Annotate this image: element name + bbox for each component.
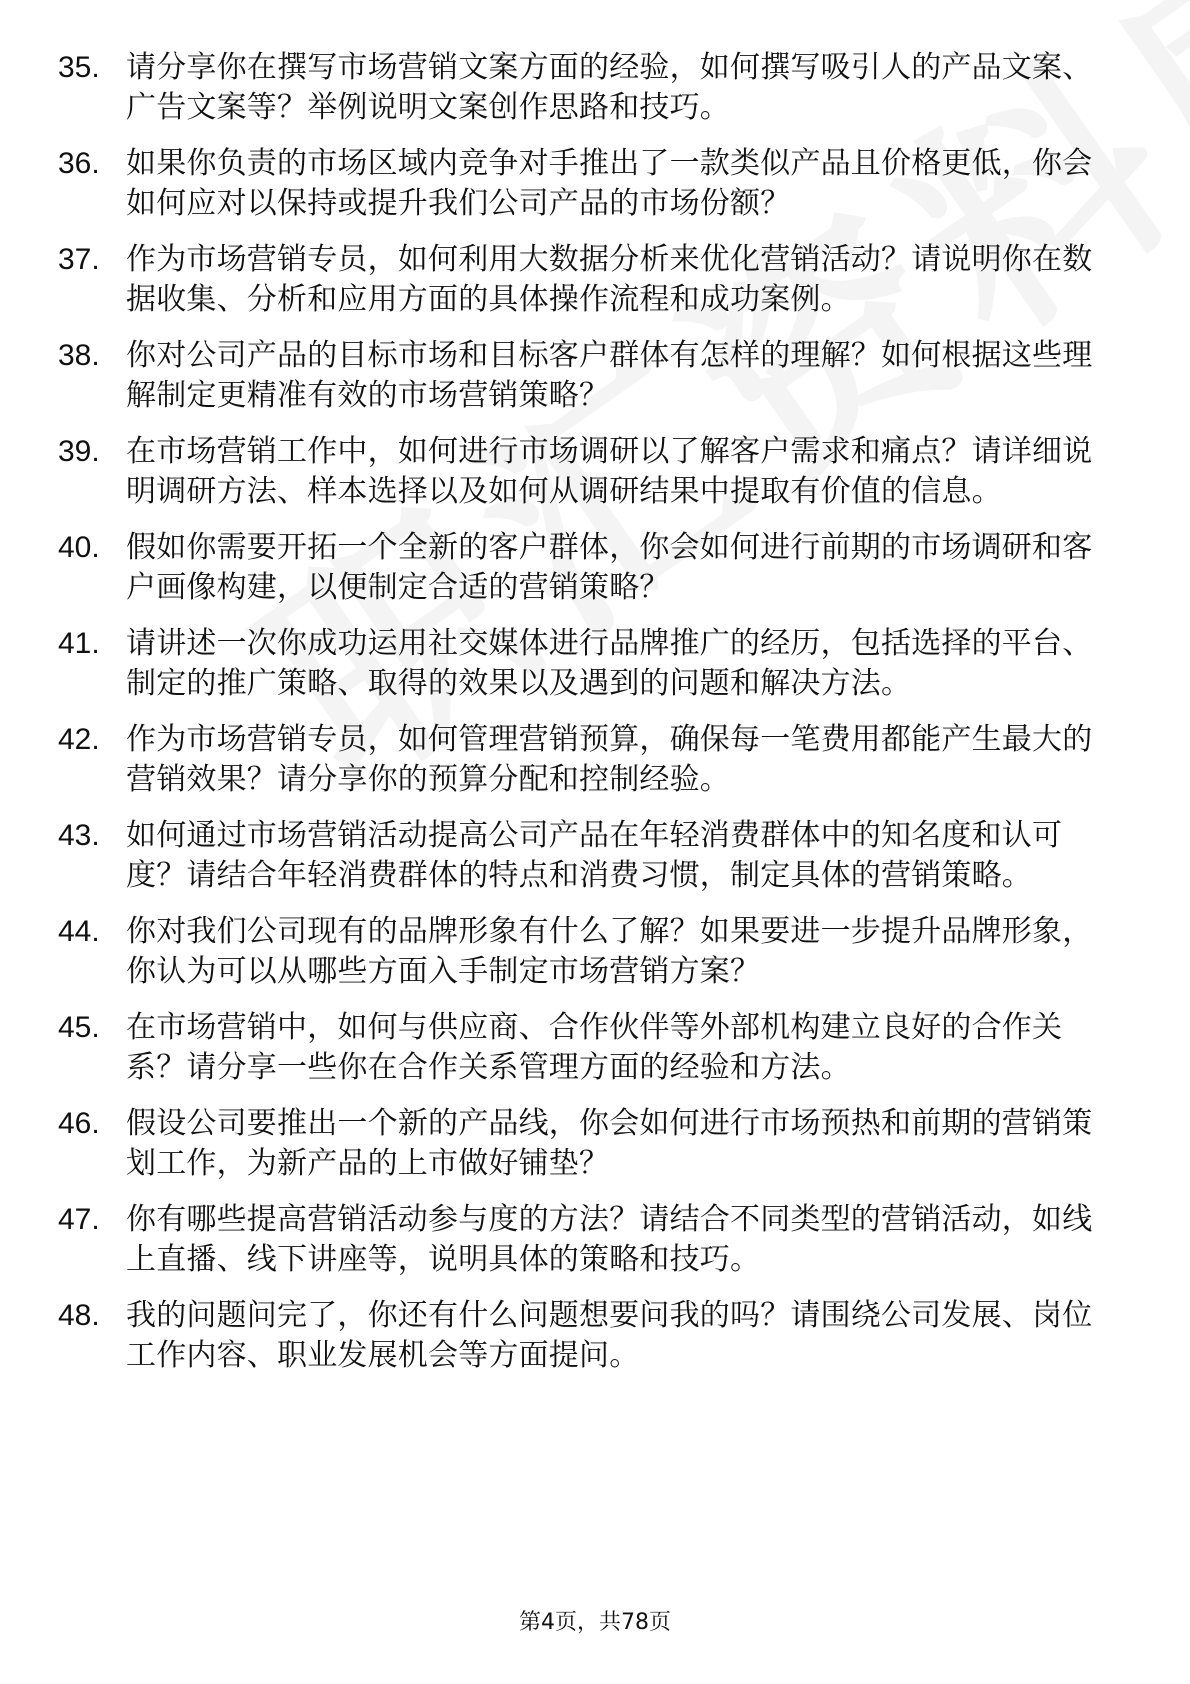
question-text: 如何通过市场营销活动提高公司产品在年轻消费群体中的知名度和认可度？请结合年轻消费群体的特点和消费习惯，制定具体的营销策略。 (126, 818, 1063, 893)
question-text: 你对我们公司现有的品牌形象有什么了解？如果要进一步提升品牌形象，你认为可以从哪些方面入手制定市场营销方案？ (126, 914, 1093, 989)
question-text: 你有哪些提高营销活动参与度的方法？请结合不同类型的营销活动，如线上直播、线下讲座等，说明具体的策略和技巧。 (126, 1202, 1093, 1277)
question-number: 38. (58, 339, 100, 372)
question-item (58, 144, 1118, 224)
question-number: 36. (58, 147, 100, 180)
question-list (58, 48, 1118, 1392)
question-item (58, 240, 1118, 320)
page-footer (0, 1608, 1190, 1638)
question-number: 44. (58, 915, 100, 948)
question-number: 37. (58, 243, 100, 276)
question-number: 39. (58, 435, 100, 468)
question-number: 43. (58, 819, 100, 852)
page-number-label: 第4页，共78页 (519, 1610, 671, 1635)
question-text: 请分享你在撰写市场营销文案方面的经验，如何撰写吸引人的产品文案、广告文案等？举例说明文案创作思路和技巧。 (126, 50, 1093, 125)
question-number: 45. (58, 1011, 100, 1044)
question-number: 48. (58, 1299, 100, 1332)
question-item (58, 624, 1118, 704)
question-item (58, 1200, 1118, 1280)
question-text: 在市场营销中，如何与供应商、合作伙伴等外部机构建立良好的合作关系？请分享一些你在合作关系管理方面的经验和方法。 (126, 1010, 1063, 1085)
question-text: 你对公司产品的目标市场和目标客户群体有怎样的理解？如何根据这些理解制定更精准有效的市场营销策略？ (126, 338, 1093, 413)
question-item (58, 1008, 1118, 1088)
question-number: 46. (58, 1107, 100, 1140)
question-text: 作为市场营销专员，如何利用大数据分析来优化营销活动？请说明你在数据收集、分析和应用方面的具体操作流程和成功案例。 (126, 242, 1093, 317)
question-number: 41. (58, 627, 100, 660)
question-text: 如果你负责的市场区域内竞争对手推出了一款类似产品且价格更低，你会如何应对以保持或提升我们公司产品的市场份额？ (126, 146, 1093, 221)
question-item (58, 48, 1118, 128)
question-item (58, 912, 1118, 992)
question-text: 假设公司要推出一个新的产品线，你会如何进行市场预热和前期的营销策划工作，为新产品的上市做好铺垫？ (126, 1106, 1093, 1181)
question-number: 40. (58, 531, 100, 564)
question-number: 35. (58, 51, 100, 84)
question-number: 42. (58, 723, 100, 756)
question-item (58, 816, 1118, 896)
question-item (58, 432, 1118, 512)
question-item (58, 720, 1118, 800)
question-item (58, 528, 1118, 608)
question-text: 作为市场营销专员，如何管理营销预算，确保每一笔费用都能产生最大的营销效果？请分享你的预算分配和控制经验。 (126, 722, 1093, 797)
question-text: 在市场营销工作中，如何进行市场调研以了解客户需求和痛点？请详细说明调研方法、样本选择以及如何从调研结果中提取有价值的信息。 (126, 434, 1093, 509)
question-number: 47. (58, 1203, 100, 1236)
question-text: 我的问题问完了，你还有什么问题想要问我的吗？请围绕公司发展、岗位工作内容、职业发展机会等方面提问。 (126, 1298, 1093, 1373)
question-item (58, 1104, 1118, 1184)
question-item (58, 336, 1118, 416)
question-text: 请讲述一次你成功运用社交媒体进行品牌推广的经历，包括选择的平台、制定的推广策略、取得的效果以及遇到的问题和解决方法。 (126, 626, 1093, 701)
question-text: 假如你需要开拓一个全新的客户群体，你会如何进行前期的市场调研和客户画像构建，以便制定合适的营销策略？ (126, 530, 1093, 605)
question-item (58, 1296, 1118, 1376)
